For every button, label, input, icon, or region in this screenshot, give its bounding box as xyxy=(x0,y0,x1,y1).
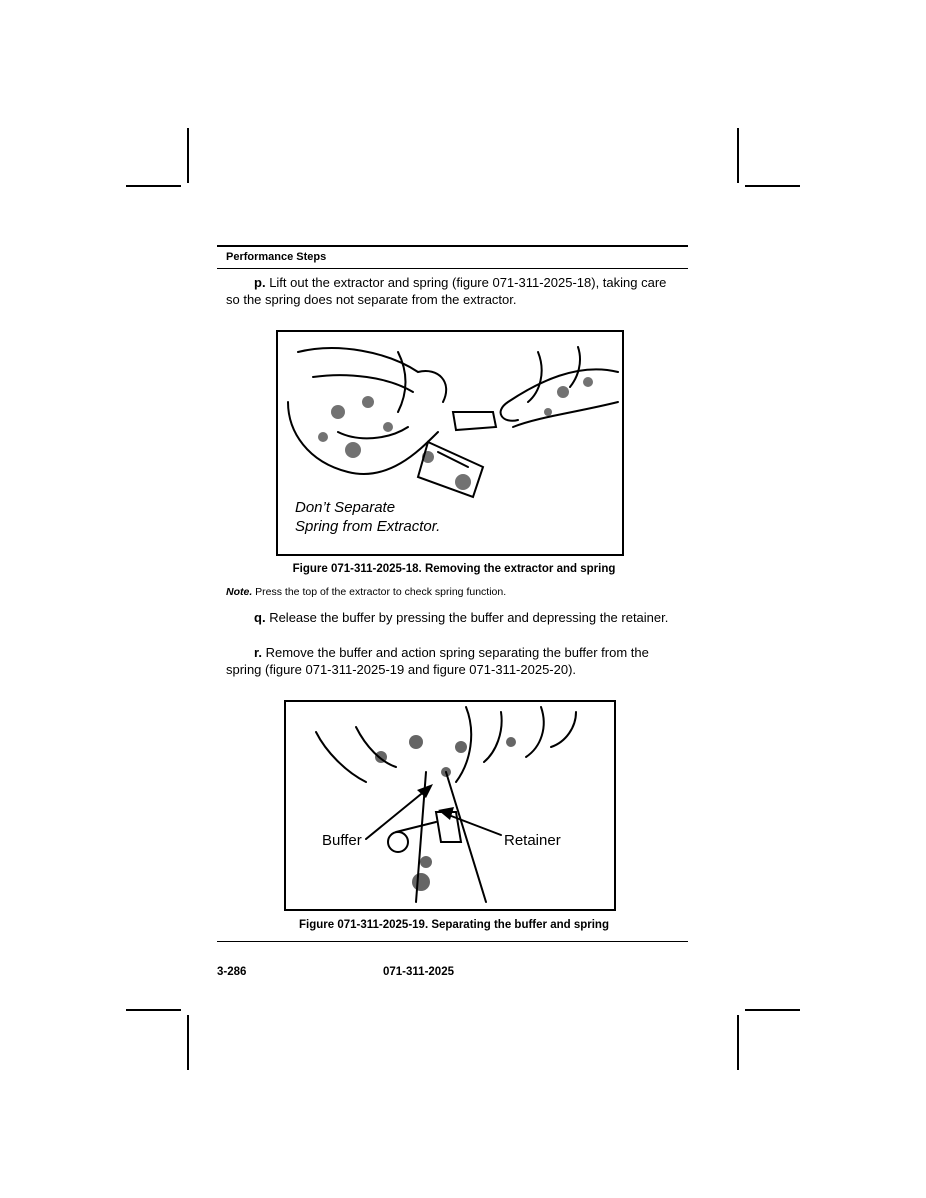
figure-19-illustration xyxy=(284,700,616,911)
step-letter: p. xyxy=(254,275,266,290)
step-letter: q. xyxy=(254,610,266,625)
section-title: Performance Steps xyxy=(226,251,327,263)
step-p xyxy=(226,274,682,308)
figure-18-illustration xyxy=(276,330,624,556)
header-rule-bottom xyxy=(217,268,688,269)
step-q xyxy=(226,609,682,626)
step-letter: r. xyxy=(254,645,262,660)
crop-mark-bottom-left-horizontal xyxy=(126,1009,181,1011)
step-text: Release the buffer by pressing the buffer and depressing the retainer. xyxy=(269,610,669,625)
note-text: Press the top of the extractor to check spring function. xyxy=(255,586,507,598)
crop-mark-bottom-right-horizontal xyxy=(745,1009,800,1011)
page-number: 3-286 xyxy=(217,966,247,978)
step-text: Remove the buffer and action spring separating the buffer from the spring (figure 071-311-2025-19 and figure 071-311-2025-20). xyxy=(226,645,649,677)
footer-rule xyxy=(217,941,688,942)
figure-18-callout-line1: Don’t Separate xyxy=(295,499,396,516)
figure-18-caption: Figure 071-311-2025-18. Removing the extractor and spring xyxy=(292,563,616,575)
step-r xyxy=(226,644,682,678)
crop-mark-bottom-left-vertical xyxy=(187,1015,189,1070)
figure-19-label-retainer: Retainer xyxy=(504,832,561,849)
crop-mark-top-right-vertical xyxy=(737,128,739,183)
figure-19-label-buffer: Buffer xyxy=(322,832,362,849)
header-rule-top xyxy=(217,245,688,247)
task-number: 071-311-2025 xyxy=(383,966,454,978)
figure-18-callout-line2: Spring from Extractor. xyxy=(295,518,441,535)
crop-mark-top-left-vertical xyxy=(187,128,189,183)
note-label: Note. xyxy=(226,586,253,598)
step-text: Lift out the extractor and spring (figure 071-311-2025-18), taking care so the spring does not separate from the extractor. xyxy=(226,275,667,307)
crop-mark-top-right-horizontal xyxy=(745,185,800,187)
crop-mark-bottom-right-vertical xyxy=(737,1015,739,1070)
crop-mark-top-left-horizontal xyxy=(126,185,181,187)
figure-19-caption: Figure 071-311-2025-19. Separating the buffer and spring xyxy=(299,919,609,931)
note xyxy=(226,586,506,598)
